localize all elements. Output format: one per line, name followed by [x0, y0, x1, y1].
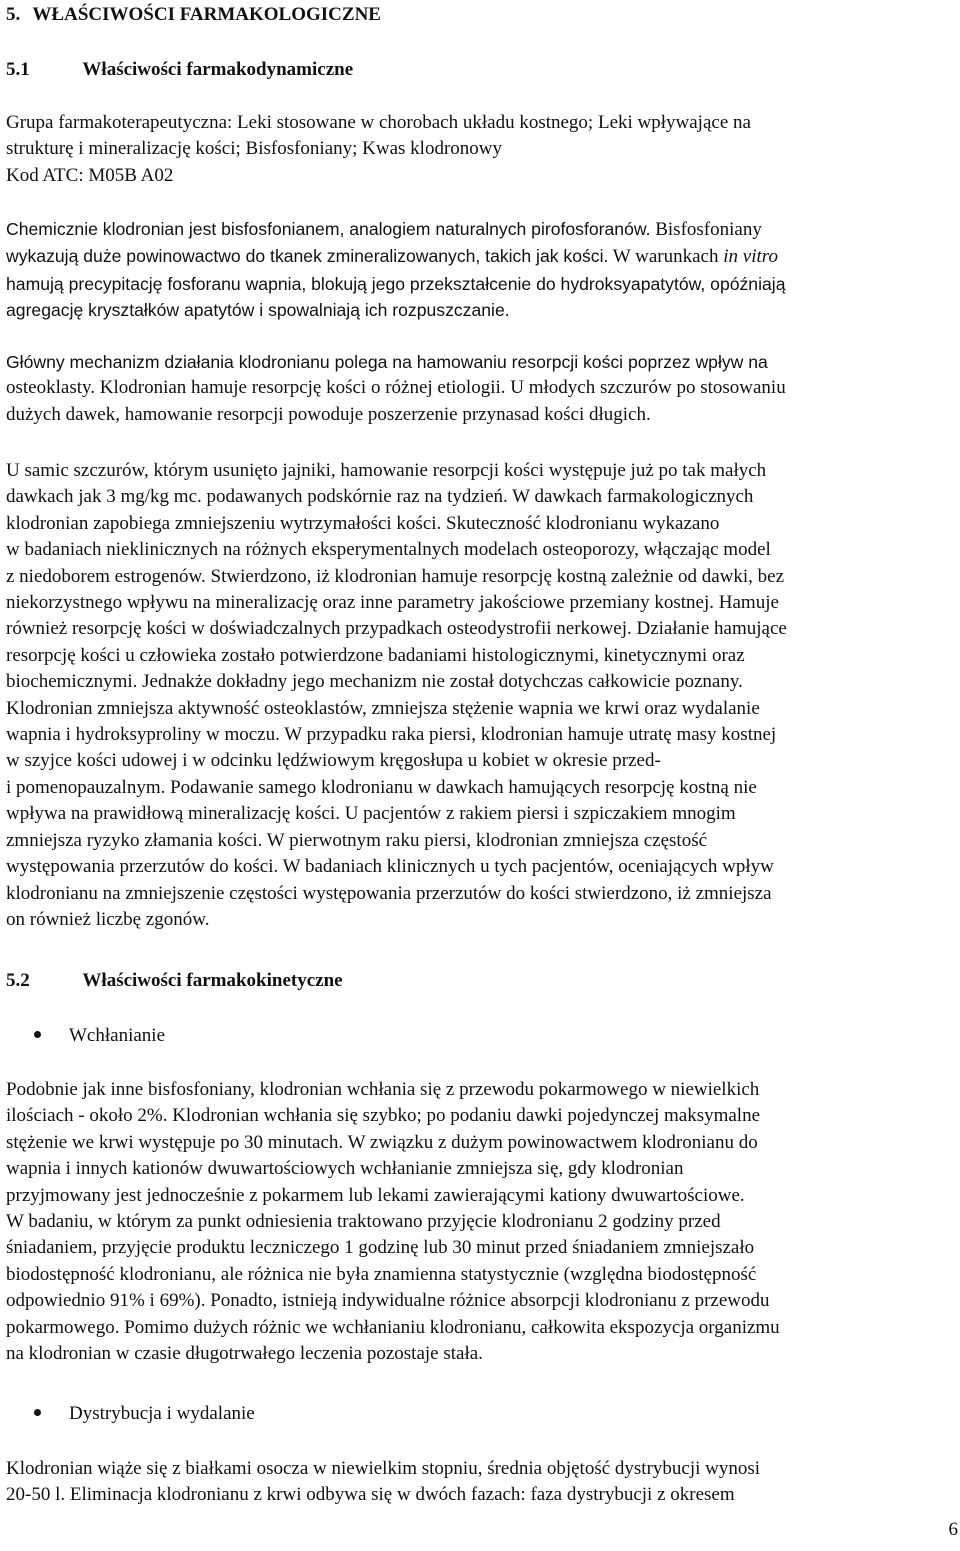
text-line: w szyjce kości udowej i w odcinku lędźwiowym kręgosłupa u kobiet w okresie przed-	[6, 750, 661, 772]
text-line: klodronian zapobiega zmniejszeniu wytrzymałości kości. Skuteczność klodronianu wykazano	[6, 512, 720, 534]
animal-studies-paragraph	[6, 458, 952, 933]
text-line: W badaniu, w którym za punkt odniesienia traktowano przyjęcie klodronianu 2 godziny przed	[6, 1211, 721, 1233]
text-line: na klodronian w czasie długotrwałego leczenia pozostaje stała.	[6, 1343, 483, 1365]
section-number: 5.1	[6, 59, 30, 80]
text-line: osteoklasty. Klodronian hamuje resorpcję kości o różnej etiologii. U młodych szczurów po stosowaniu	[6, 377, 786, 399]
text-line: Klodronian zmniejsza aktywność osteoklastów, zmniejsza stężenie wapnia we krwi oraz wydalanie	[6, 697, 760, 719]
text-line: zmniejsza ryzyko złamania kości. W pierwotnym raku piersi, klodronian zmniejsza częstość	[6, 829, 708, 851]
text-run: Bisfosfoniany	[650, 219, 762, 240]
text-line: ilościach - około 2%. Klodronian wchłania się szybko; po podaniu dawki pojedynczej maksymalne	[6, 1105, 761, 1127]
text-line: Główny mechanizm działania klodronianu polega na hamowaniu resorpcji kości poprzez wpływ na	[6, 352, 768, 372]
bullet-label: Wchłanianie	[69, 1025, 166, 1046]
mechanism-paragraph	[6, 349, 952, 428]
text-run: wykazują duże powinowactwo do tkanek zmineralizowanych, takich jak kości.	[6, 246, 609, 267]
section-number: 5.2	[6, 970, 30, 991]
section-title: Właściwości farmakokinetyczne	[82, 970, 343, 991]
section-5-2-heading	[6, 970, 343, 992]
text-line: z niedoborem estrogenów. Stwierdzono, iż klodronian hamuje resorpcję kostną zależnie od dawki, bez	[6, 565, 785, 587]
text-line: biodostępność klodronianu, ale różnica nie była znamienna statystycznie (względna biodostępność	[6, 1263, 757, 1285]
text-line: resorpcję kości u człowieka zostało potwierdzone badaniami histologicznymi, kinetycznymi oraz	[6, 644, 745, 666]
text-line: odpowiednio 91% i 69%). Ponadto, istnieją indywidualne różnice absorpcji klodronianu z przewodu	[6, 1290, 770, 1312]
text-line: Klodronian wiąże się z białkami osocza w niewielkim stopniu, średnia objętość dystrybucji wynosi	[6, 1458, 761, 1479]
text-line: wapnia i hydroksyproliny w moczu. W przypadku raka piersi, klodronian hamuje utratę masy kostnej	[6, 724, 777, 746]
text-line: występowania przerzutów do kości. W badaniach klinicznych u tych pacjentów, oceniających wpływ	[6, 856, 774, 878]
text-line: stężenie we krwi występuje po 30 minutach. W związku z dużym powinowactwem klodronianu do	[6, 1131, 758, 1153]
text-line: U samic szczurów, którym usunięto jajniki, hamowanie resorpcji kości występuje już po tak małych	[6, 460, 767, 481]
chemistry-paragraph	[6, 216, 952, 324]
bullet-absorption	[34, 1025, 165, 1047]
text-line: Grupa farmakoterapeutyczna: Leki stosowane w chorobach układu kostnego; Leki wpływające na	[6, 112, 751, 133]
text-line: biochemicznymi. Jednakże dokładny jego mechanizm nie został dotychczas całkowicie poznany.	[6, 671, 743, 693]
absorption-paragraph	[6, 1077, 952, 1367]
text-line: niekorzystnego wpływu na mineralizację oraz inne parametry jakościowe przemiany kostnej. Hamuje	[6, 592, 779, 614]
text-line: hamują precypitację fosforanu wapnia, blokują jego przekształcenie do hydroksyapatytów, opóźniają	[6, 273, 786, 294]
text-line: klodronianu na zmniejszenie częstości występowania przerzutów do kości stwierdzono, iż zmniejsza	[6, 882, 772, 904]
text-line: dawkach jak 3 mg/kg mc. podawanych podskórnie raz na tydzień. W dawkach farmakologicznych	[6, 486, 754, 508]
text-line: śniadaniem, przyjęcie produktu leczniczego 1 godzinę lub 30 minut przed śniadaniem zmniejszało	[6, 1237, 755, 1259]
bullet-label: Dystrybucja i wydalanie	[69, 1403, 255, 1424]
section-title: Właściwości farmakodynamiczne	[82, 59, 354, 80]
text-line: strukturę i mineralizację kości; Bisfosfoniany; Kwas klodronowy	[6, 138, 503, 160]
page-number: 6	[948, 1519, 958, 1540]
text-line	[6, 243, 952, 270]
pharmacotherapeutic-group	[6, 110, 952, 189]
text-line: dużych dawek, hamowanie resorpcji powoduje poszerzenie przynasad kości długich.	[6, 403, 651, 425]
text-line: przyjmowany jest jednocześnie z pokarmem lub lekami zawierającymi kationy dwuwartościowe.	[6, 1184, 745, 1206]
text-line: wpływa na prawidłową mineralizację kości. U pacjentów z rakiem piersi i szpiczakiem mnogim	[6, 803, 736, 825]
text-line: Kod ATC: M05B A02	[6, 164, 174, 186]
section-5-1-heading	[6, 59, 353, 81]
text-run: Chemicznie klodronian jest bisfosfonianem, analogiem naturalnych pirofosforanów.	[6, 219, 651, 239]
text-line: Podobnie jak inne bisfosfoniany, klodronian wchłania się z przewodu pokarmowego w niewielkich	[6, 1079, 760, 1100]
section-5-heading	[6, 4, 381, 26]
bullet-icon	[34, 1409, 41, 1416]
bullet-icon	[34, 1031, 41, 1038]
text-run: W warunkach	[608, 246, 724, 268]
section-number: 5.	[6, 4, 21, 25]
text-run: in vitro	[723, 246, 778, 268]
distribution-paragraph	[6, 1456, 952, 1509]
text-line	[6, 216, 952, 243]
text-line: on również liczbę zgonów.	[6, 908, 210, 930]
text-line: wapnia i innych kationów dwuwartościowych wchłanianie zmniejsza się, gdy klodronian	[6, 1158, 684, 1180]
text-line: również resorpcję kości w doświadczalnych przypadkach osteodystrofii nerkowej. Działanie hamujące	[6, 618, 787, 640]
text-line: 20-50 l. Eliminacja klodronianu z krwi odbywa się w dwóch fazach: faza dystrybucji z okresem	[6, 1484, 735, 1506]
bullet-distribution	[34, 1403, 255, 1425]
text-line: pokarmowego. Pomimo dużych różnic we wchłanianiu klodronianu, całkowita ekspozycja organizmu	[6, 1316, 780, 1338]
text-line: agregację kryształków apatytów i spowalniają ich rozpuszczanie.	[6, 300, 510, 321]
text-line: w badaniach nieklinicznych na różnych eksperymentalnych modelach osteoporozy, włączając model	[6, 539, 771, 561]
text-line: i pomenopauzalnym. Podawanie samego klodronianu w dawkach hamujących resorpcję kostną nie	[6, 776, 757, 798]
section-title: WŁAŚCIWOŚCI FARMAKOLOGICZNE	[32, 4, 381, 25]
